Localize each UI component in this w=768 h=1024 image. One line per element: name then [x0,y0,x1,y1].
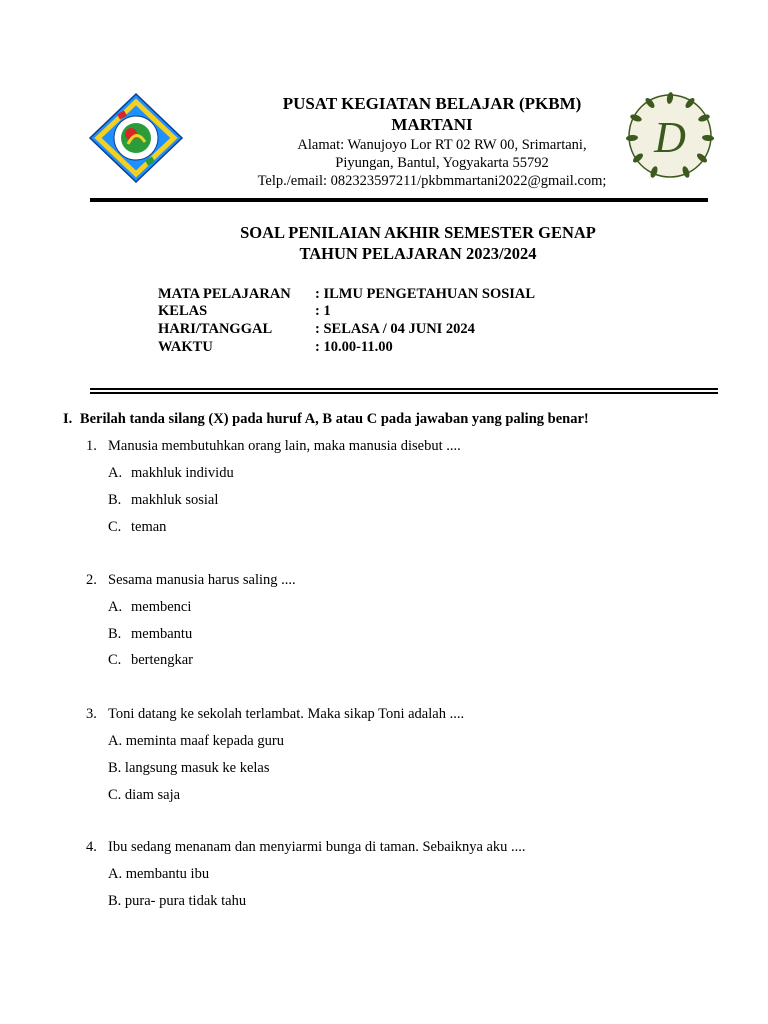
info-label: HARI/TANGGAL [158,321,273,337]
option-letter: B. [108,492,122,508]
option-text: membantu [131,626,193,642]
right-logo-letter: D [654,113,686,162]
option-text: B. pura- pura tidak tahu [108,893,247,909]
org-name-line1: PUSAT KEGIATAN BELAJAR (PKBM) [282,94,582,113]
org-name [190,93,674,135]
question-text: Ibu sedang menanam dan menyiarmi bunga di taman. Sebaiknya aku .... [108,839,526,855]
exam-title-line2: TAHUN PELAJARAN 2023/2024 [299,244,537,263]
info-divider-top [90,388,718,390]
info-value: : 1 [315,303,331,319]
option-text: A. meminta maaf kepada guru [108,733,284,749]
question-number: 1. [86,438,97,454]
option-text: C. diam saja [108,787,181,803]
info-value: : ILMU PENGETAHUAN SOSIAL [315,286,536,302]
address-line1: Alamat: Wanujoyo Lor RT 02 RW 00, Srimartani, [297,137,587,153]
question-number: 2. [86,572,97,588]
question-text: Toni datang ke sekolah terlambat. Maka sikap Toni adalah .... [108,706,465,722]
option-letter: A. [108,599,123,615]
info-divider-bottom [90,392,718,394]
info-label: MATA PELAJARAN [158,286,291,302]
option-text: teman [131,519,167,535]
question-text: Sesama manusia harus saling .... [108,572,296,588]
letter-d-wreath-icon [626,92,714,180]
pkbm-emblem-icon [88,92,184,184]
question-number: 4. [86,839,97,855]
section-number: I. [63,411,73,427]
option-letter: C. [108,652,122,668]
option-text: bertengkar [131,652,193,668]
option-text: membenci [131,599,192,615]
option-text: makhluk individu [131,465,234,481]
option-letter: B. [108,626,122,642]
option-text: makhluk sosial [131,492,219,508]
address-line2: Piyungan, Bantul, Yogyakarta 55792 [335,155,549,171]
option-letter: C. [108,519,122,535]
org-name-line2: MARTANI [391,115,473,134]
section-instruction [63,410,589,428]
question-text: Manusia membutuhkan orang lain, maka manusia disebut .... [108,438,461,454]
info-label: WAKTU [158,339,213,355]
contact-line: Telp./email: 082323597211/pkbmmartani2022@gmail.com; [257,173,607,189]
section-instruction-text: Berilah tanda silang (X) pada huruf A, B atau C pada jawaban yang paling benar! [79,411,589,427]
question-number: 3. [86,706,97,722]
option-letter: A. [108,465,123,481]
option-text: A. membantu ibu [108,866,210,882]
header-divider [90,198,708,202]
info-value: : 10.00-11.00 [315,339,393,355]
info-value: : SELASA / 04 JUNI 2024 [315,321,475,337]
option-text: B. langsung masuk ke kelas [108,760,270,776]
info-label: KELAS [158,303,208,319]
exam-title-line1: SOAL PENILAIAN AKHIR SEMESTER GENAP [240,223,596,242]
